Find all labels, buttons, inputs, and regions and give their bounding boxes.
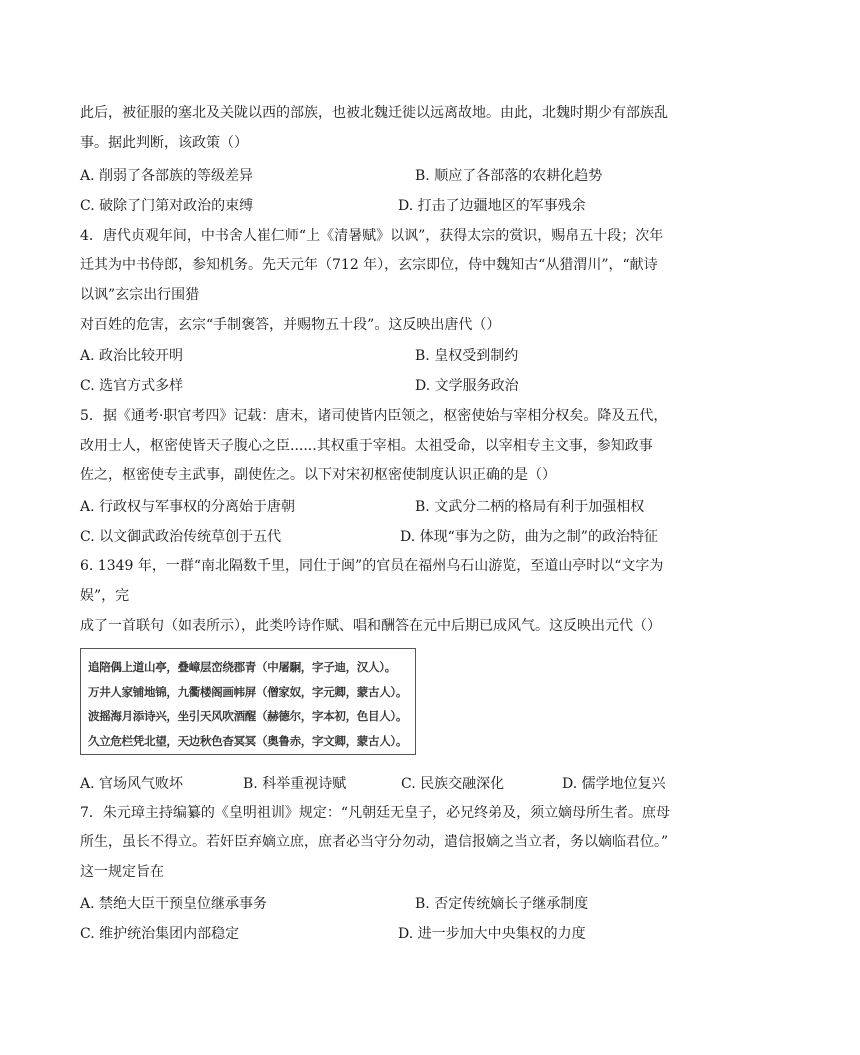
q6-option-b: B. 科举重视诗赋 xyxy=(243,776,347,792)
q5-stem-line-1: 5．据《通考·职官考四》记载：唐末，诸司使皆内臣领之，枢密使始与宰相分权矣。降及五代， xyxy=(80,408,668,424)
q7-stem-line-1: 7．朱元璋主持编纂的《皇明祖训》规定：“凡朝廷无皇子，必兄终弟及，须立嫡母所生者。庶母 xyxy=(80,805,671,821)
q7-stem-line-2: 所生，虽长不得立。若奸臣弃嫡立庶，庶者必当守分勿动，遣信报嫡之当立者，务以嫡临君位。” xyxy=(80,834,669,850)
q7-option-b: B. 否定传统嫡长子继承制度 xyxy=(415,896,589,912)
q3-option-b: B. 顺应了各部落的农耕化趋势 xyxy=(415,168,603,184)
poem-line: 追陪偶上道山亭，叠嶂层峦绕郡青（中屠駉，字子迪，汉人）。 xyxy=(88,660,396,674)
q6-stem-line-1: 6. 1349 年，一群“南北隔数千里，同仕于闽”的官员在福州乌石山游览，至道山亭时以“文字为 xyxy=(80,558,664,574)
q5-stem-line-3: 佐之，枢密使专主武事，副使佐之。以下对宋初枢密使制度认识正确的是（） xyxy=(80,467,556,483)
q3-option-d: D. 打击了边疆地区的军事残余 xyxy=(398,198,586,214)
q7-stem-line-3: 这一规定旨在 xyxy=(80,864,164,880)
q4-stem-line-2: 迁其为中书侍郎，参知机务。先天元年（712 年），玄宗即位，侍中魏知古“从猎渭川”，“献诗 xyxy=(80,257,658,273)
q7-option-a: A. 禁绝大臣干预皇位继承事务 xyxy=(80,896,268,912)
q5-option-c: C. 以文御武政治传统草创于五代 xyxy=(80,529,282,545)
q5-option-d: D. 体现“事为之防，曲为之制”的政治特征 xyxy=(400,529,658,545)
q6-poem-table xyxy=(80,648,416,755)
poem-line: 波摇海月添诗兴，坐引天风吹酒醒（赫德尔，字本初，色目人）。 xyxy=(88,709,408,723)
q6-option-d: D. 儒学地位复兴 xyxy=(562,776,666,792)
q3-option-a: A. 削弱了各部族的等级差异 xyxy=(80,168,254,184)
q3-option-c: C. 破除了门第对政治的束缚 xyxy=(80,198,254,214)
q4-stem-line-4: 对百姓的危害，玄宗“手制褒答，并赐物五十段”。这反映出唐代（） xyxy=(80,317,501,333)
q3-stem-line-2: 事。据此判断，该政策（） xyxy=(80,135,248,151)
q4-option-b: B. 皇权受到制约 xyxy=(415,348,519,364)
poem-line: 久立危栏凭北望，天边秋色杳冥冥（奥鲁赤，字文卿，蒙古人）。 xyxy=(88,733,408,748)
q5-option-b: B. 文武分二柄的格局有利于加强相权 xyxy=(415,499,645,515)
q5-option-a: A. 行政权与军事权的分离始于唐朝 xyxy=(80,499,296,515)
q4-option-a: A. 政治比较开明 xyxy=(80,348,184,364)
q4-option-c: C. 选官方式多样 xyxy=(80,378,184,394)
q6-stem-line-2: 娱”，完 xyxy=(80,588,130,604)
q4-option-d: D. 文学服务政治 xyxy=(415,378,519,394)
q7-option-c: C. 维护统治集团内部稳定 xyxy=(80,926,240,942)
q6-stem-line-3: 成了一首联句（如表所示），此类吟诗作赋、唱和酬答在元中后期已成风气。这反映出元代（） xyxy=(80,618,661,634)
poem-line: 万井人家铺地锦，九衢楼阁画帏屏（僧家奴，字元卿，蒙古人）。 xyxy=(88,684,408,699)
q5-stem-line-2: 改用士人，枢密使皆天子腹心之臣......其权重于宰相。太祖受命，以宰相专主文事，参知政事 xyxy=(80,438,653,454)
q3-stem-line-1: 此后，被征服的塞北及关陇以西的部族，也被北魏迁徙以远离故地。由此，北魏时期少有部族乱 xyxy=(80,105,668,121)
q4-stem-line-3: 以讽”玄宗出行围猎 xyxy=(80,287,200,303)
q6-option-a: A. 官场风气败坏 xyxy=(80,776,184,792)
q4-stem-line-1: 4．唐代贞观年间，中书舍人崔仁师“上《清暑赋》以讽”，获得太宗的赏识，赐帛五十段；次年 xyxy=(80,228,664,244)
q6-option-c: C. 民族交融深化 xyxy=(401,776,505,792)
q7-option-d: D. 进一步加大中央集权的力度 xyxy=(398,926,586,942)
